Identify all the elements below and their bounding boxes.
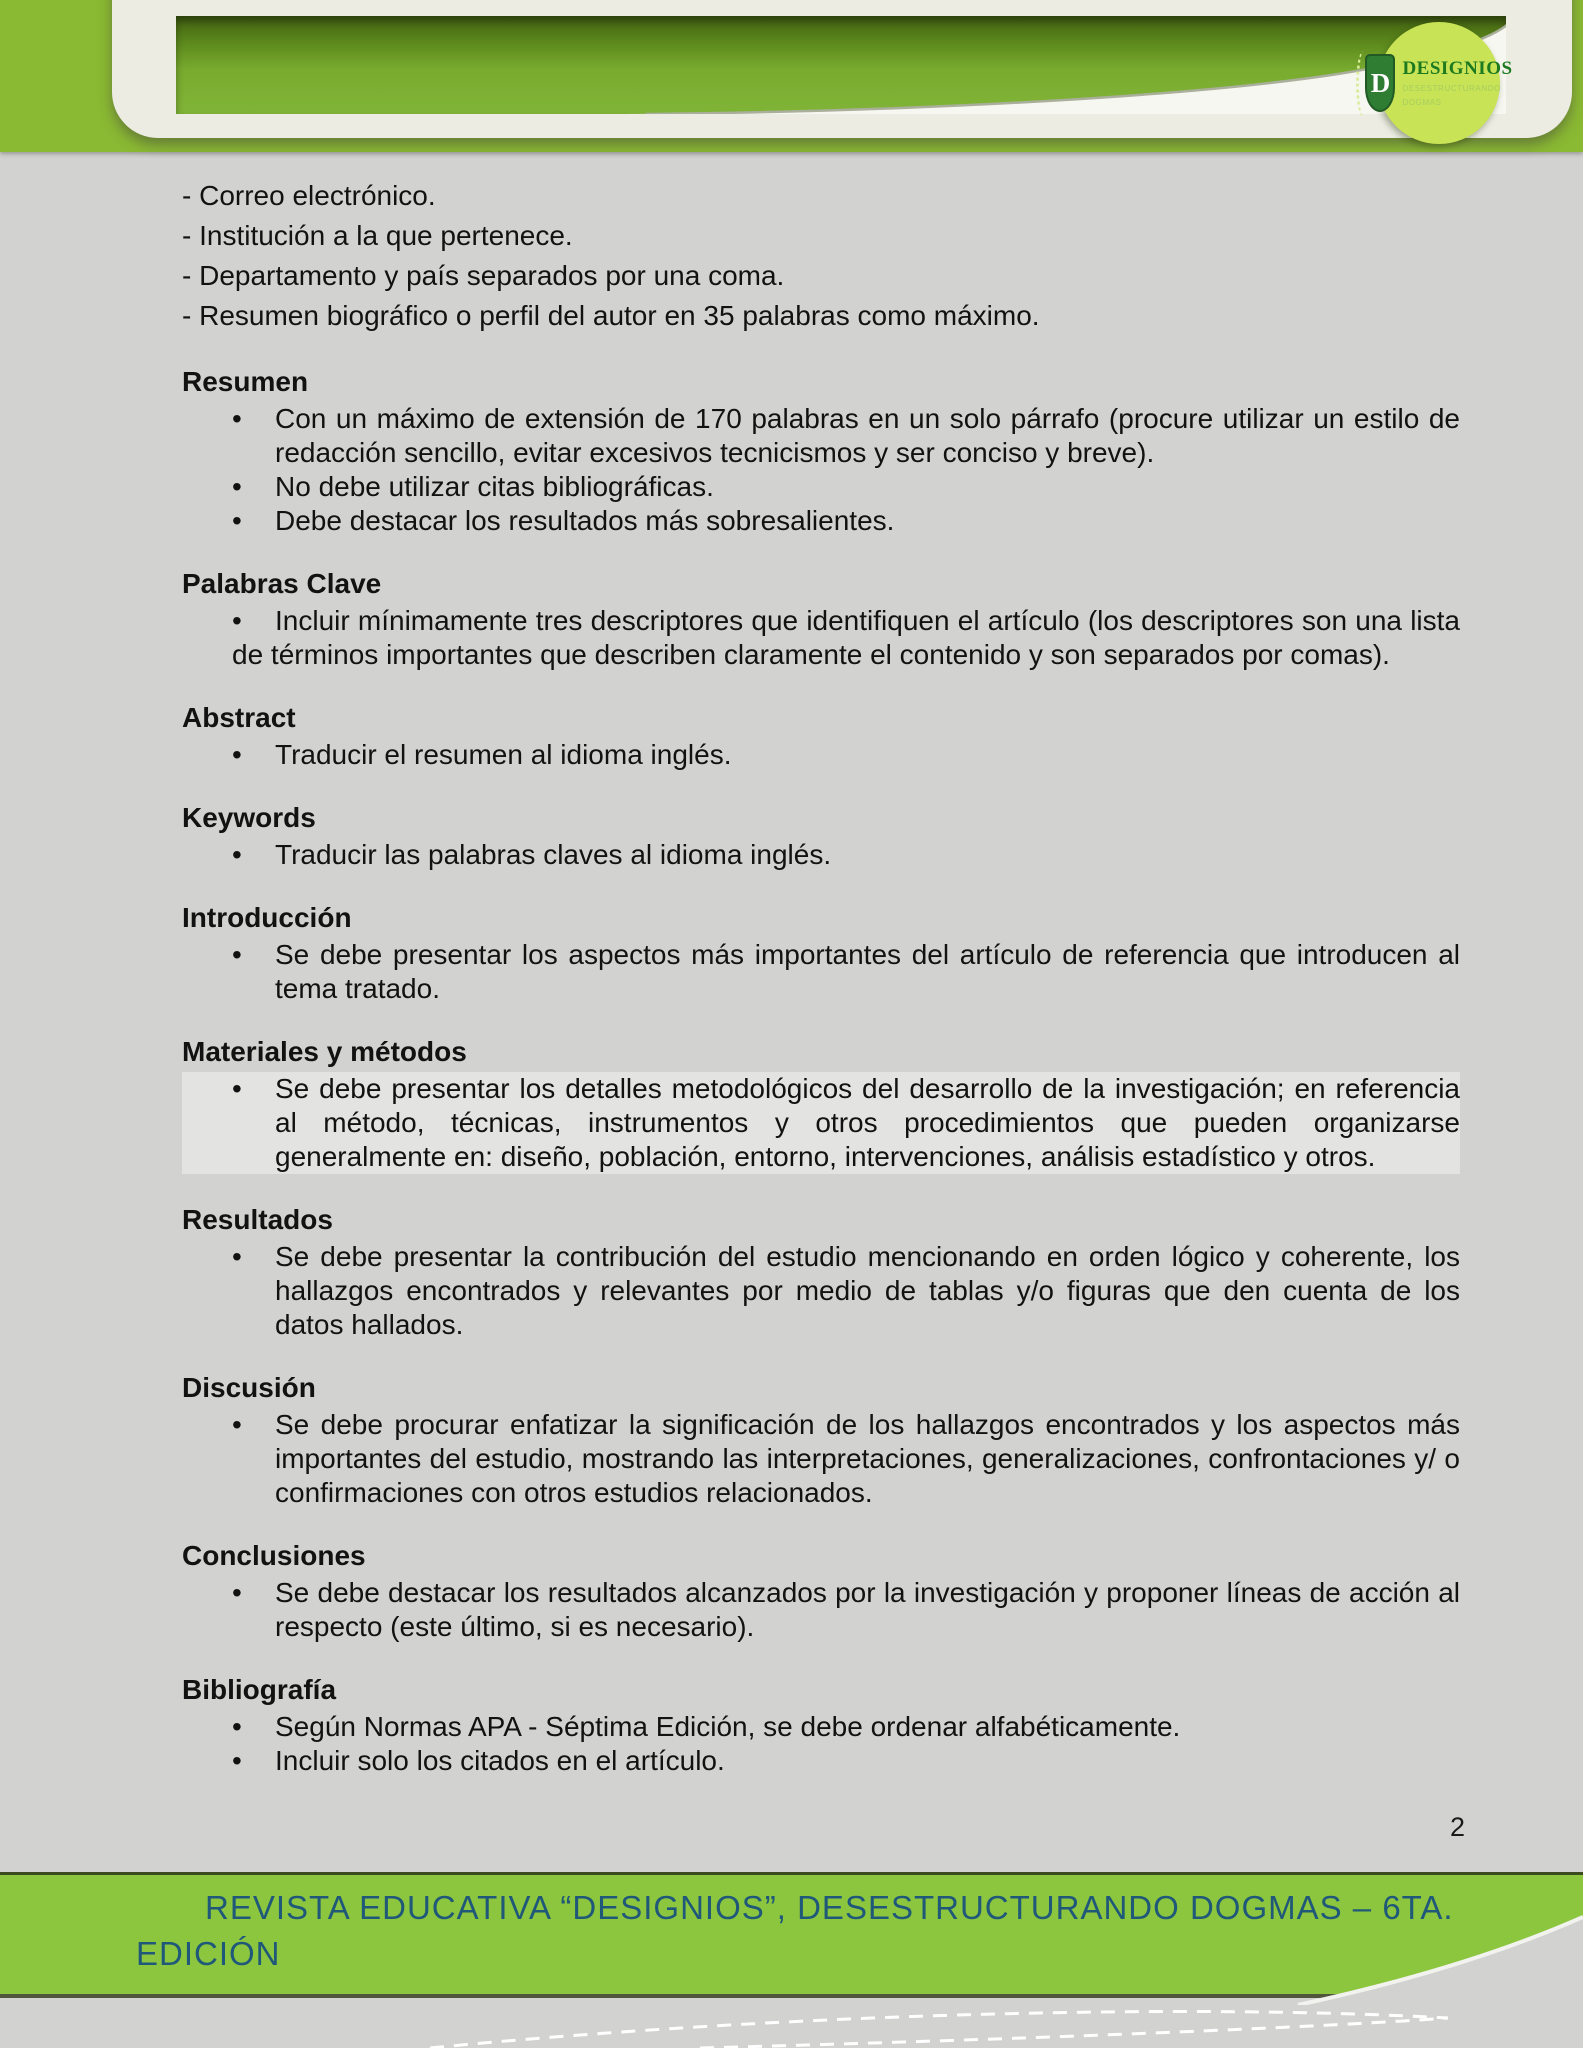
- footer-band: [0, 1872, 1583, 1998]
- bullet-list: [182, 1408, 1460, 1510]
- bullet-item: [182, 402, 1460, 470]
- bullet-text: Debe destacar los resultados más sobresalientes.: [275, 505, 895, 536]
- bullet-item: [182, 1408, 1460, 1510]
- bullet-text: Se debe presentar los aspectos más importantes del artículo de referencia que introducen al tema tratado.: [275, 939, 1460, 1004]
- section: [182, 1370, 1460, 1510]
- section-title: Conclusiones: [182, 1540, 366, 1571]
- bullet-item: [182, 604, 1460, 672]
- bullet-list: [182, 738, 1460, 772]
- section-title: Discusión: [182, 1372, 316, 1403]
- bullet-dot-icon: •: [232, 1073, 242, 1104]
- section: [182, 700, 1460, 772]
- footer-title-line2: EDICIÓN: [136, 1935, 281, 1972]
- logo-shield-icon: [1365, 54, 1395, 112]
- section-title: Materiales y métodos: [182, 1036, 467, 1067]
- bullet-dot-icon: •: [232, 1745, 242, 1776]
- bullet-dot-icon: •: [232, 471, 242, 502]
- section-title: Palabras Clave: [182, 568, 382, 599]
- logo-initial: D: [1370, 67, 1391, 98]
- section-title: Introducción: [182, 902, 352, 933]
- bullet-item: [182, 738, 1460, 772]
- intro-line: - Resumen biográfico o perfil del autor en 35 palabras como máximo.: [182, 300, 1040, 331]
- section: [182, 364, 1460, 538]
- bullet-dot-icon: •: [232, 605, 242, 636]
- bullet-dot-icon: •: [232, 1711, 242, 1742]
- designios-logo: [1370, 22, 1513, 144]
- intro-list: [182, 176, 1460, 336]
- bullet-item: [182, 1240, 1460, 1342]
- section: [182, 1672, 1460, 1778]
- bullet-list: [182, 1240, 1460, 1342]
- header-panel: [176, 16, 1506, 114]
- section: [182, 1034, 1460, 1174]
- bullet-text: No debe utilizar citas bibliográficas.: [275, 471, 714, 502]
- section: [182, 1202, 1460, 1342]
- bullet-list: [182, 938, 1460, 1006]
- bullet-dot-icon: •: [232, 505, 242, 536]
- page-curl-decoration: [176, 16, 1506, 114]
- header-frame: [112, 0, 1572, 138]
- bullet-item: [182, 1744, 1460, 1778]
- logo-tagline-line2: DOGMAS: [1402, 98, 1442, 107]
- bullet-list: [182, 838, 1460, 872]
- bullet-dot-icon: •: [232, 939, 242, 970]
- header-band: [0, 0, 1583, 152]
- bullet-text: Según Normas APA - Séptima Edición, se debe ordenar alfabéticamente.: [275, 1711, 1181, 1742]
- section-title: Keywords: [182, 802, 316, 833]
- bullet-dot-icon: •: [232, 839, 242, 870]
- section: [182, 1538, 1460, 1644]
- bullet-list: [182, 1576, 1460, 1644]
- bullet-dot-icon: •: [232, 739, 242, 770]
- bullet-text: Se debe presentar la contribución del estudio mencionando en orden lógico y coherente, los hallazgos encontrados y relevantes por medio de tablas y/o figuras que den cuenta de los datos hallados.: [275, 1241, 1460, 1340]
- section: [182, 566, 1460, 672]
- footer-title-line1: REVISTA EDUCATIVA “DESIGNIOS”, DESESTRUCTURANDO DOGMAS – 6TA.: [205, 1889, 1454, 1926]
- section: [182, 800, 1460, 872]
- bullet-text: Con un máximo de extensión de 170 palabras en un solo párrafo (procure utilizar un estilo de redacción sencillo, evitar excesivos tecnicismos y ser conciso y breve).: [275, 403, 1460, 468]
- bullet-list: [182, 604, 1460, 672]
- bullet-item: [182, 838, 1460, 872]
- section-title: Bibliografía: [182, 1674, 337, 1705]
- bullet-list: [182, 1072, 1460, 1174]
- intro-line: - Departamento y país separados por una coma.: [182, 260, 785, 291]
- bullet-list: [182, 402, 1460, 538]
- page-number: 2: [1449, 1812, 1465, 1842]
- footer-gray-swoosh-decoration: [1083, 1872, 1583, 2005]
- bullet-dot-icon: •: [232, 1409, 242, 1440]
- section-title: Resumen: [182, 366, 309, 397]
- section: [182, 900, 1460, 1006]
- section-title: Abstract: [182, 702, 296, 733]
- bullet-item: [182, 1576, 1460, 1644]
- intro-line: - Institución a la que pertenece.: [182, 220, 573, 251]
- bullet-item: [182, 1710, 1460, 1744]
- bullet-text: Incluir solo los citados en el artículo.: [275, 1745, 725, 1776]
- bullet-dot-icon: •: [232, 1241, 242, 1272]
- bullet-item: [182, 470, 1460, 504]
- bullet-text: Se debe procurar enfatizar la significación de los hallazgos encontrados y los aspectos más importantes del estudio, mostrando las interpretaciones, generalizaciones, confrontaciones y/ o confirmaciones con otros estudios relacionados.: [275, 1409, 1460, 1508]
- bullet-item: [182, 1072, 1460, 1174]
- section-title: Resultados: [182, 1204, 333, 1235]
- bullet-text: Traducir las palabras claves al idioma inglés.: [275, 839, 832, 870]
- sections: [182, 364, 1460, 1778]
- bullet-item: [182, 504, 1460, 538]
- bullet-text: Se debe destacar los resultados alcanzados por la investigación y proponer líneas de acción al respecto (este último, si es necesario).: [275, 1577, 1460, 1642]
- bullet-text: Incluir mínimamente tres descriptores que identifiquen el artículo (los descriptores son una lista de términos importantes que describen claramente el contenido y son separados por comas).: [232, 605, 1460, 670]
- intro-line: - Correo electrónico.: [182, 180, 436, 211]
- bullet-text: Se debe presentar los detalles metodológicos del desarrollo de la investigación; en referencia al método, técnicas, instrumentos y otros procedimientos que pueden organizarse generalmente en: diseño, población, entorno, intervenciones, análisis estadístico y otros.: [275, 1073, 1460, 1172]
- logo-tagline-line1: DESESTRUCTURANDO: [1402, 84, 1501, 93]
- bullet-text: Traducir el resumen al idioma inglés.: [275, 739, 732, 770]
- bullet-dot-icon: •: [232, 1577, 242, 1608]
- document-body: [0, 152, 1583, 1872]
- logo-name: DESIGNIOS: [1402, 58, 1513, 79]
- bullet-list: [182, 1710, 1460, 1778]
- bullet-item: [182, 938, 1460, 1006]
- bullet-dot-icon: •: [232, 403, 242, 434]
